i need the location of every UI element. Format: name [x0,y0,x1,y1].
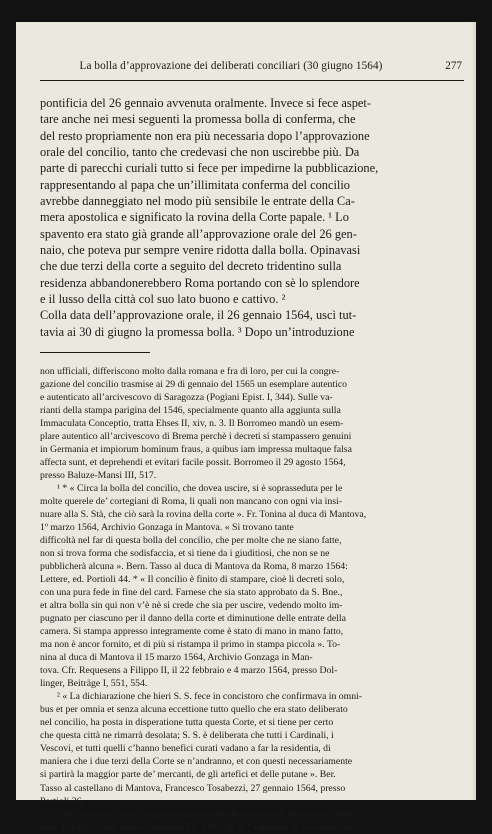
footnote-line: maniera che i due terzi della Corte se n’andranno, et con questi necessariamente [40,756,353,768]
footnote-line: gazione del concilio trasmise ai 29 di gennaio del 1565 un esemplare autentico [40,379,348,391]
footnote-line: Vescovi, et tutti quelli c’hanno benefici curati vadano a far la residentia, di [40,743,331,755]
footnote-line: rianti della stampa parigina del 1546, specialmente quanto alla aggiunta sulla [40,405,341,417]
page-number: 277 [445,60,462,72]
text-line: tare anche nei mesi seguenti la promessa bolla di conferma, che [40,112,356,127]
running-head: La bolla d’approvazione dei deliberati conciliari (30 giugno 1564) [79,60,383,72]
text-line: parte di parecchi curiali tutto si fece per impedirne la pubblicazione, [40,161,379,176]
page-edge-shadow [471,22,476,800]
footnote-line: 1º marzo 1564, Archivio Gonzaga in Mantova. « Si trovano tante [40,522,294,534]
page-header [40,60,462,76]
text-line: avrebbe danneggiato nel modo più sensibile le entrate della Ca- [40,194,355,209]
footnote-line: ma non è ancor fornito, et di più si ristampa il primo in stampa piccola ». To- [40,639,341,651]
footnote-line: Immaculata Conceptio, tratta Ehses II, xiv, n. 3. Il Borromeo mandò un esem- [40,418,344,430]
footnote-line: nuare alla S. Stà, che ciò sarà la rovina della corte ». Fr. Tonina al duca di Mantova, [40,509,367,521]
footnote-line: ³ Sui motivi per non rinunziare alla sua pubblicazione vedi Borromeo a Del- [57,808,354,820]
footnote-line: camera. Si stampa appresso integramente come è stato di mano in mano fatto, [40,626,344,638]
book-page [16,22,476,833]
footnote-line: difficoltà nel far di questa bolla del concilio, che per molte che ne siano fatte, [40,535,342,547]
footnote-line: Lettere, ed. Portioli 44. * « Il concilio è finito di stampare, cioè li decreti solo, [40,574,345,586]
text-line: orale del concilio, tanto che credevasi che non uscirebbe più. Da [40,145,360,160]
footnote-line: che questa città ne rimarrà desolata; S. S. è deliberata che tutti i Cardinali, i [40,730,334,742]
header-rule [40,80,464,81]
footnote-line: bus et per omnia et senza alcuna eccettione tutto quello che era stato deliberato [40,704,348,716]
footnote-line: Portioli 36. [40,795,84,807]
footnote-line: fino, 1º luglio 1564, presso Steinherz IV, 149. Cfr. le * relazioni di Giacomo Tar- [40,821,356,833]
text-line: tavia ai 30 di giugno la promessa bolla. ³ Dopo un’introduzione [40,324,355,339]
footnote-line: con una pura fede in fine del card. Farnese che sia stato approbato da S. Bne., [40,587,343,599]
footnote-line: nina al duca di Mantova il 15 marzo 1564, Archivio Gonzaga in Man- [40,652,313,664]
text-line: Colla data dell’approvazione orale, il 26 gennaio 1564, uscì tut- [40,308,357,323]
footnote-line: si partirà la maggior parte de’ mercanti, de gli artefici et delle putane ». Ber. [40,769,336,781]
footnote-line: ² « La dichiarazione che hieri S. S. fece in concistoro che confirmava in omni- [57,691,363,703]
footnote-line: nel concilio, ha posta in disperatione tutta questa Corte, et si tiene per certo [40,717,334,729]
footnotes [40,365,466,834]
text-line: del resto propriamente non era più necessaria dopo l’approvazione [40,128,370,143]
text-line: naio, che poteva pur sempre venire ridotta dalla bolla. Opinavasi [40,243,361,258]
footnote-line: molte querele de’ cortegiani di Roma, li quali non mancano con ogni via insi- [40,496,342,508]
footnote-line: non ufficiali, differiscono molto dalla romana e fra di loro, per cui la congre- [40,366,340,377]
footnote-line: plare autentico all’arcivescovo di Brema perchè i decreti si stampassero genuini [40,431,352,443]
footnote-line: linger, Beiträge I, 551, 554. [40,678,148,690]
text-line: spavento era stato già grande all’approvazione orale del 26 gen- [40,226,357,241]
main-text [40,95,466,340]
footnote-line: tova. Cfr. Requesens a Filippo II, il 22 febbraio e 4 marzo 1564, presso Dol- [40,665,338,677]
footnote-line: non si trova forma che sodisfaccia, et si tiene da i giuditiosi, che non se ne [40,548,330,560]
text-line: residenza abbandonerebbero Roma portando con sè lo splendore [40,275,360,290]
footnote-line: Tasso al castellano di Mantova, Francesco Tosabezzi, 27 gennaio 1564, presso [40,782,346,794]
text-line: rappresentando al papa che un’illimitata conferma del concilio [40,177,350,192]
footnote-line: in Germania et impiorum hominum fraus, a quibus iam impressa multaque falsa [40,444,352,456]
footnote-line: presso Baluze-Mansi III, 517. [40,470,157,482]
footnote-line: et altra bolla sin qui non v’è nè si crede che sia per uscire, vedendo molto im- [40,600,343,612]
footnote-line: ¹ * « Circa la bolla del concilio, che dovea uscire, si è soprasseduta per le [57,483,343,495]
text-line: mera apostolica e significato la rovina della Corte papale. ¹ Lo [40,210,349,225]
text-line: e il lusso della città col suo lato buono e cattivo. ² [40,292,286,307]
footnote-line: affecta sunt, et deprehendi et evitari facile possit. Borromeo il 29 agosto 1564, [40,457,346,469]
text-line: che due terzi della corte a seguito del decreto tridentino sulla [40,259,342,274]
footnote-line: e autenticato all’arcivescovo di Saragozza (Pogiani Epist. I, 344). Sulle va- [40,392,333,404]
footnote-line: pubblicherà alcuna ». Bern. Tasso al duca di Mantova da Roma, 8 marzo 1564: [40,561,348,573]
footnote-rule [40,352,150,353]
footnote-line: pugnato per ciascuno per il danno della corte et diminutione delle entrate della [40,613,346,625]
text-line: pontificia del 26 gennaio avvenuta oralmente. Invece si fece aspet- [40,96,371,110]
